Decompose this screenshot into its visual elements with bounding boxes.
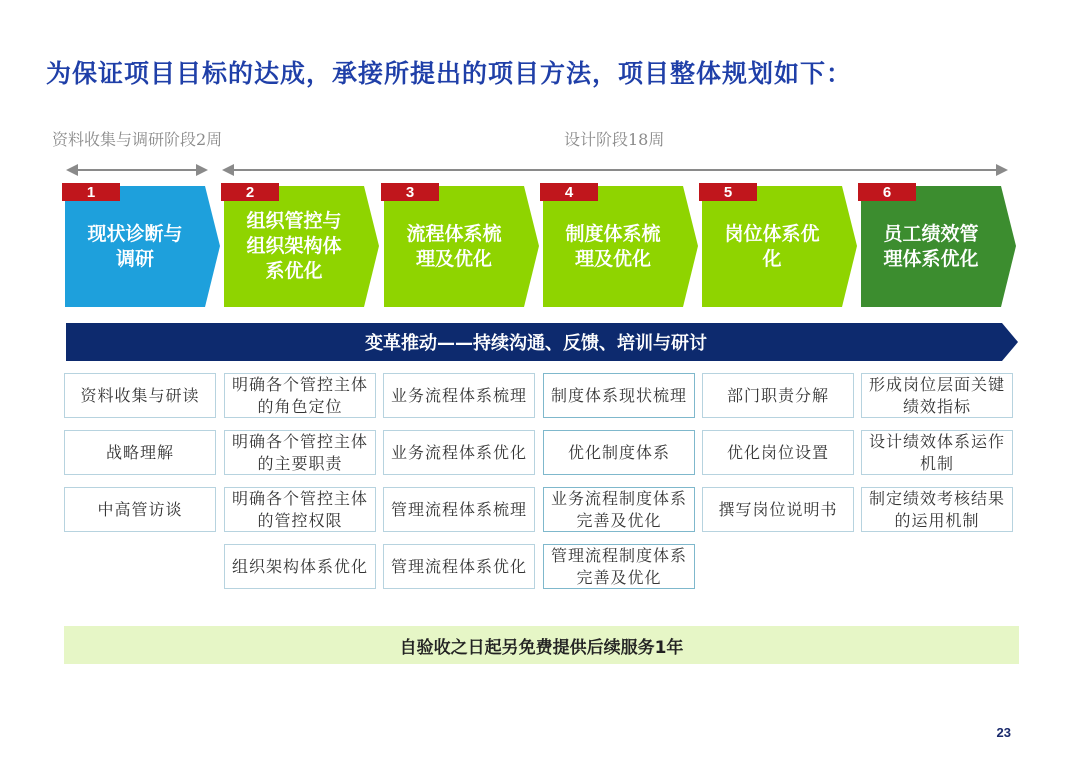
step-number-tag: 3: [381, 183, 439, 201]
task-cell: 业务流程体系梳理: [383, 373, 535, 418]
task-cell: 优化岗位设置: [702, 430, 854, 475]
task-cell: 组织架构体系优化: [224, 544, 376, 589]
step-2: [224, 186, 379, 307]
task-cell: 部门职责分解: [702, 373, 854, 418]
task-cell: 业务流程制度体系完善及优化: [543, 487, 695, 532]
step-label: 现状诊断与调研: [87, 222, 183, 270]
step-label: 员工绩效管理体系优化: [883, 222, 979, 270]
page-number: 23: [996, 725, 1011, 740]
step-number-tag: 5: [699, 183, 757, 201]
step-number-tag: 2: [221, 183, 279, 201]
phase-label-design: 设计阶段18周: [564, 130, 665, 149]
step-4: [543, 186, 698, 307]
task-cell: 撰写岗位说明书: [702, 487, 854, 532]
step-number-tag: 1: [62, 183, 120, 201]
task-cell: 业务流程体系优化: [383, 430, 535, 475]
task-cell: 制定绩效考核结果的运用机制: [861, 487, 1013, 532]
task-cell: 中高管访谈: [64, 487, 216, 532]
task-cell: 资料收集与研读: [64, 373, 216, 418]
page-title: 为保证项目目标的达成，承接所提出的项目方法，项目整体规划如下：: [46, 59, 853, 88]
task-cell: 设计绩效体系运作机制: [861, 430, 1013, 475]
step-label: 组织管控与组织架构体系优化: [246, 210, 342, 282]
task-cell: 管理流程制度体系完善及优化: [543, 544, 695, 589]
task-cell: 形成岗位层面关键绩效指标: [861, 373, 1013, 418]
step-1: [65, 186, 220, 307]
task-cell: 管理流程体系梳理: [383, 487, 535, 532]
task-cell: 优化制度体系: [543, 430, 695, 475]
step-6: [861, 186, 1016, 307]
step-label: 制度体系梳理及优化: [565, 222, 661, 270]
task-cell: 明确各个管控主体的管控权限: [224, 487, 376, 532]
task-cell: 制度体系现状梳理: [543, 373, 695, 418]
step-number-tag: 4: [540, 183, 598, 201]
after-sales-note: 自验收之日起另免费提供后续服务1年: [64, 626, 1019, 664]
task-cell: 明确各个管控主体的角色定位: [224, 373, 376, 418]
task-cell: 明确各个管控主体的主要职责: [224, 430, 376, 475]
step-3: [384, 186, 539, 307]
step-label: 流程体系梳理及优化: [406, 222, 502, 270]
task-cell: 管理流程体系优化: [383, 544, 535, 589]
phase-label-research: 资料收集与调研阶段2周: [52, 130, 223, 149]
step-label: 岗位体系优化: [724, 222, 820, 270]
step-5: [702, 186, 857, 307]
step-number-tag: 6: [858, 183, 916, 201]
banner-label: 变革推动——持续沟通、反馈、培训与研讨: [365, 333, 707, 354]
task-cell: 战略理解: [64, 430, 216, 475]
